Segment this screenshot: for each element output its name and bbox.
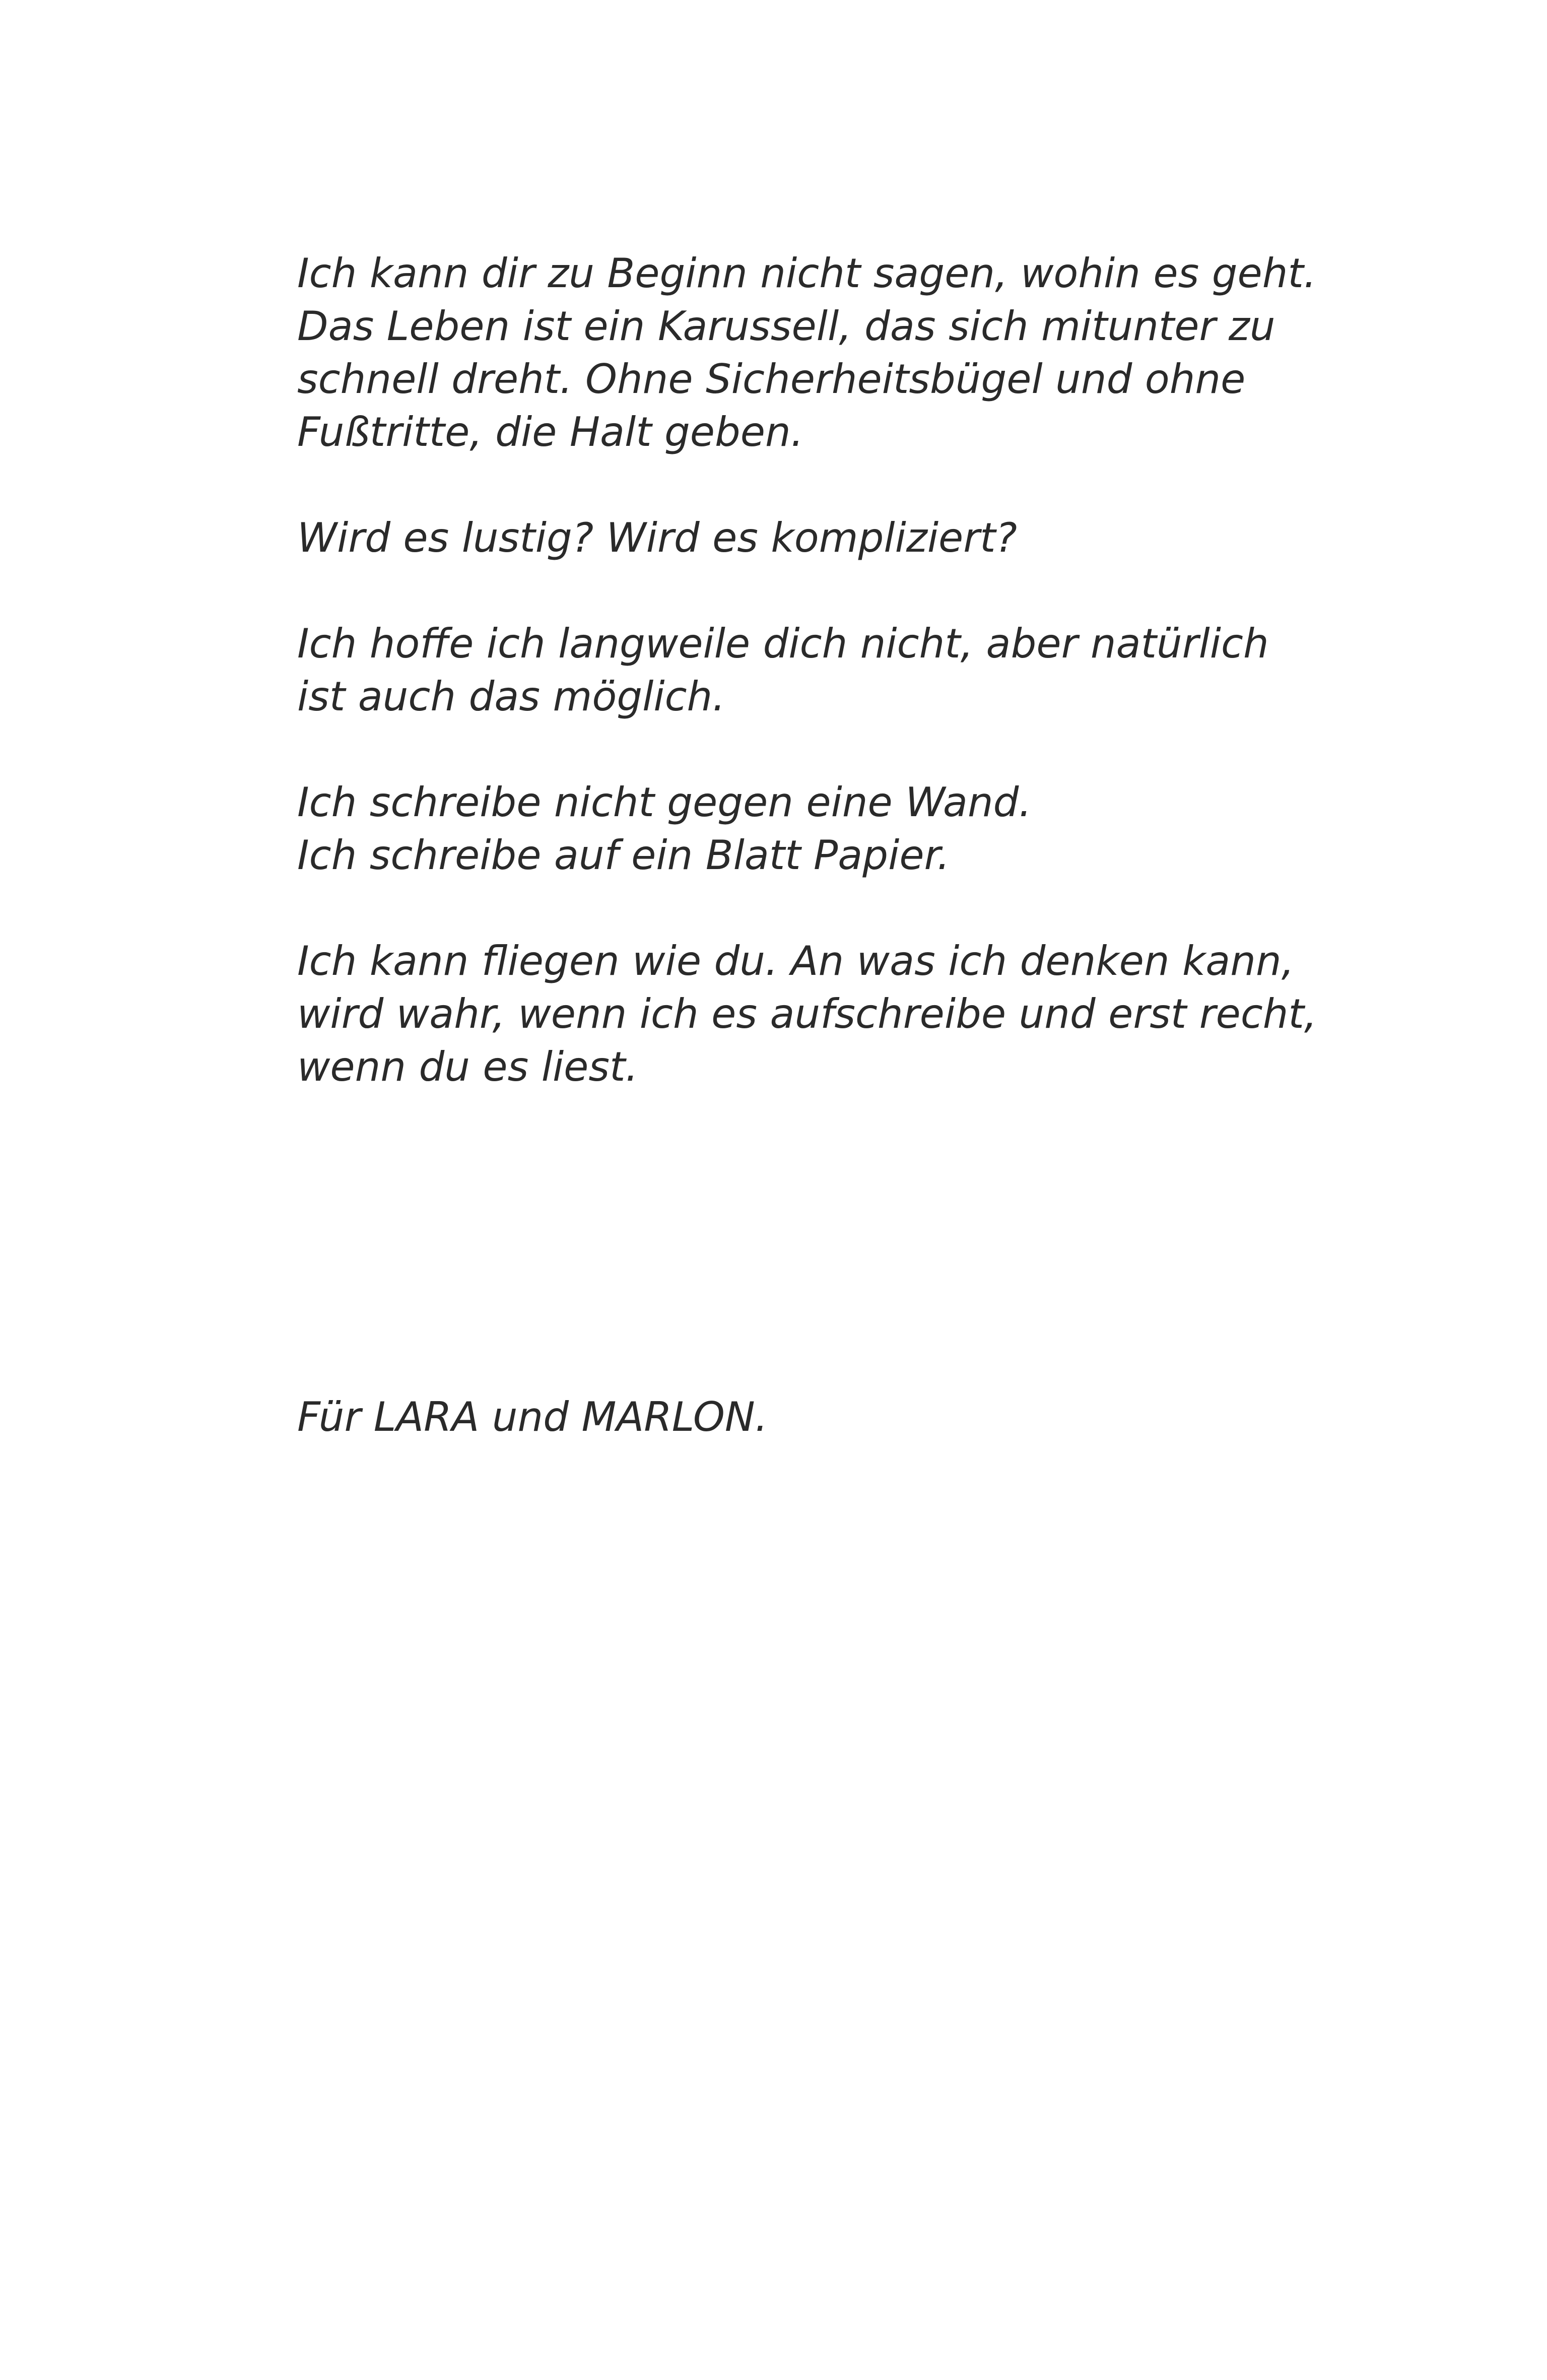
body-text	[297, 247, 1355, 1146]
text-line: schnell dreht. Ohne Sicherheitsbügel und ohne	[297, 356, 1246, 403]
text-line: Fußtritte, die Halt geben.	[297, 409, 804, 455]
text-line: Ich hoffe ich langweile dich nicht, aber natürlich	[297, 620, 1269, 667]
paragraph-4	[297, 776, 1355, 882]
text-line: Ich kann fliegen wie du. An was ich denken kann,	[297, 938, 1295, 984]
text-line: Ich schreibe auf ein Blatt Papier.	[297, 832, 950, 879]
paragraph-5	[297, 935, 1355, 1093]
text-line: wenn du es liest.	[297, 1043, 638, 1090]
paragraph-2	[297, 511, 1355, 564]
paragraph-1	[297, 247, 1355, 458]
text-line: Das Leben ist ein Karussell, das sich mitunter zu	[297, 303, 1275, 350]
text-line: wird wahr, wenn ich es aufschreibe und erst recht,	[297, 990, 1317, 1037]
text-line: ist auch das möglich.	[297, 673, 725, 720]
text-line: Ich kann dir zu Beginn nicht sagen, wohin es geht.	[297, 250, 1317, 297]
text-line: Ich schreibe nicht gegen eine Wand.	[297, 779, 1032, 826]
dedication: Für LARA und MARLON.	[297, 1394, 768, 1440]
text-line: Wird es lustig? Wird es kompliziert?	[297, 514, 1017, 561]
paragraph-3	[297, 617, 1355, 723]
